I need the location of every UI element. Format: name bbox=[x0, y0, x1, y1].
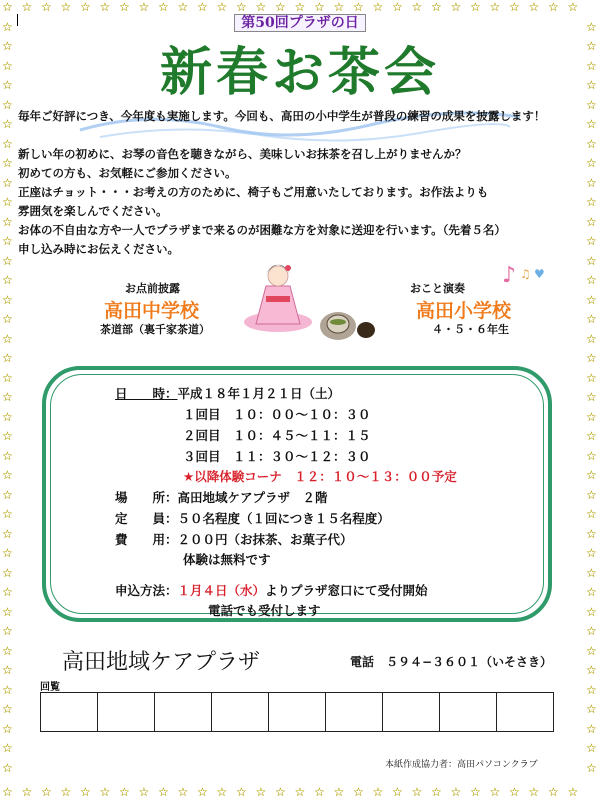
stamp-cell bbox=[269, 693, 326, 732]
date-row bbox=[115, 385, 340, 403]
star-icon bbox=[586, 664, 597, 676]
fee-row: 費 用：２００円（お抹茶、お菓子代） bbox=[115, 532, 353, 547]
circulation-label: 回覧 bbox=[40, 682, 60, 693]
star-icon bbox=[236, 786, 247, 798]
place-row: 場 所：高田地域ケアプラザ ２階 bbox=[115, 490, 328, 505]
stamp-cell bbox=[326, 693, 383, 732]
star-icon bbox=[275, 786, 286, 798]
star-icon bbox=[158, 786, 169, 798]
star-icon bbox=[586, 313, 597, 325]
stamp-cell bbox=[41, 693, 98, 732]
star-icon bbox=[61, 786, 72, 798]
svg-text:♥: ♥ bbox=[534, 267, 545, 281]
intro-line: 初めての方も、お気軽にご参加ください。 bbox=[18, 166, 237, 180]
intro-line: 毎年ご好評につき、今年度も実施します。今回も、高田の小中学生が普段の練習の成果を披露します！ bbox=[18, 109, 546, 123]
intro-line bbox=[18, 126, 588, 145]
star-icon bbox=[2, 528, 13, 540]
star-icon bbox=[586, 411, 597, 423]
star-icon bbox=[470, 786, 481, 798]
session-3: ３回目 １１：３０〜１２：３０ bbox=[183, 449, 371, 464]
stamp-cell bbox=[440, 693, 497, 732]
star-icon bbox=[2, 430, 13, 442]
star-icon bbox=[2, 411, 13, 423]
star-icon bbox=[2, 333, 13, 345]
stamp-cell bbox=[98, 693, 155, 732]
star-icon bbox=[568, 786, 579, 798]
star-icon bbox=[586, 294, 597, 306]
star-icon bbox=[548, 786, 559, 798]
star-icon bbox=[2, 547, 13, 559]
event-number-text: 第50回プラザの日 bbox=[234, 14, 365, 32]
star-icon bbox=[2, 235, 13, 247]
intro-line: お体の不自由な方や一人でプラザまで来るのが困難な方を対象に送迎を行います。（先着５名） bbox=[18, 223, 506, 237]
apply-rest: よりプラザ窓口にて受付開始 bbox=[265, 583, 428, 598]
star-icon bbox=[2, 762, 13, 774]
star-icon bbox=[586, 528, 597, 540]
star-icon bbox=[2, 450, 13, 462]
date-label: 日 時： bbox=[115, 386, 178, 401]
kimono-girl-illustration bbox=[238, 252, 318, 332]
stamp-cell bbox=[212, 693, 269, 732]
stamp-cell bbox=[497, 693, 554, 732]
star-icon bbox=[490, 786, 501, 798]
star-icon bbox=[2, 138, 13, 150]
session-2: ２回目 １０：４５〜１１：１５ bbox=[183, 428, 371, 443]
left-performer-name: 高田中学校 bbox=[104, 300, 200, 322]
star-icon bbox=[2, 196, 13, 208]
star-icon bbox=[2, 118, 13, 130]
star-icon bbox=[586, 762, 597, 774]
star-icon bbox=[353, 786, 364, 798]
event-number bbox=[0, 12, 600, 32]
stamp-cell bbox=[383, 693, 440, 732]
right-performer-label: おこと演奏 bbox=[410, 282, 465, 295]
left-performer-label: お点前披露 bbox=[125, 282, 180, 295]
star-icon bbox=[586, 352, 597, 364]
star-icon bbox=[2, 586, 13, 598]
star-icon bbox=[586, 450, 597, 462]
page-title: 新春お茶会 bbox=[159, 42, 440, 103]
star-icon bbox=[100, 786, 111, 798]
star-icon bbox=[314, 786, 325, 798]
svg-text:♪: ♪ bbox=[502, 263, 517, 288]
star-icon bbox=[586, 391, 597, 403]
star-icon bbox=[2, 489, 13, 501]
apply-row bbox=[115, 582, 428, 600]
star-icon bbox=[334, 786, 345, 798]
stamp-cell bbox=[155, 693, 212, 732]
star-icon bbox=[2, 567, 13, 579]
star-icon bbox=[586, 645, 597, 657]
star-icon bbox=[2, 723, 13, 735]
star-icon bbox=[586, 333, 597, 345]
star-icon bbox=[217, 786, 228, 798]
music-notes-icon bbox=[500, 260, 550, 290]
star-icon bbox=[586, 742, 597, 754]
star-icon bbox=[2, 391, 13, 403]
circulation-stamp-table bbox=[40, 692, 554, 732]
star-icon bbox=[2, 703, 13, 715]
star-icon bbox=[586, 547, 597, 559]
intro-text bbox=[18, 107, 588, 259]
star-icon bbox=[295, 786, 306, 798]
star-icon bbox=[2, 742, 13, 754]
contact-phone: 電話 ５９４−３６０１（いそさき） bbox=[350, 655, 553, 669]
right-performer-name: 高田小学校 bbox=[416, 300, 512, 322]
star-icon bbox=[178, 786, 189, 798]
apply-label: 申込方法： bbox=[115, 583, 178, 598]
credit-line: 本紙作成協力者：高田パソコンクラブ bbox=[385, 760, 538, 770]
star-icon bbox=[451, 786, 462, 798]
star-icon bbox=[586, 586, 597, 598]
star-icon bbox=[2, 352, 13, 364]
star-icon bbox=[119, 786, 130, 798]
star-icon bbox=[2, 625, 13, 637]
star-icon bbox=[80, 786, 91, 798]
star-icon bbox=[392, 786, 403, 798]
star-icon bbox=[2, 255, 13, 267]
star-icon bbox=[2, 372, 13, 384]
star-icon bbox=[2, 177, 13, 189]
star-icon bbox=[586, 508, 597, 520]
organization-name: 高田地域ケアプラザ bbox=[62, 650, 261, 675]
star-icon bbox=[529, 786, 540, 798]
star-icon bbox=[22, 786, 33, 798]
star-icon bbox=[586, 430, 597, 442]
star-icon bbox=[509, 786, 520, 798]
star-icon bbox=[2, 294, 13, 306]
intro-line: 新しい年の初めに、お琴の音色を聴きながら、美味しいお抹茶を召し上がりませんか？ bbox=[18, 147, 467, 161]
tea-bowl-illustration bbox=[318, 304, 380, 344]
trial-corner: ★以降体験コーナ １２：１０〜１３：００予定 bbox=[183, 469, 457, 484]
intro-line: 正座はチョット・・・お考えの方のために、椅子もご用意いたしております。お作法よりも bbox=[18, 185, 489, 199]
star-icon bbox=[586, 372, 597, 384]
intro-line: 申し込み時にお伝えください。 bbox=[18, 242, 179, 256]
star-icon bbox=[412, 786, 423, 798]
intro-line: 雰囲気を楽しんでください。 bbox=[18, 204, 168, 218]
capacity-row: 定 員：５０名程度（１回につき１５名程度） bbox=[115, 511, 390, 526]
star-icon bbox=[2, 606, 13, 618]
fee-note: 体験は無料です bbox=[183, 552, 271, 567]
star-icon bbox=[586, 606, 597, 618]
star-icon bbox=[2, 508, 13, 520]
star-icon bbox=[256, 786, 267, 798]
star-icon bbox=[431, 786, 442, 798]
star-icon bbox=[586, 625, 597, 637]
star-icon bbox=[2, 313, 13, 325]
star-icon bbox=[586, 489, 597, 501]
session-1: １回目 １０：００〜１０：３０ bbox=[183, 407, 371, 422]
apply-date: １月４日（水） bbox=[177, 583, 266, 598]
star-icon bbox=[586, 684, 597, 696]
star-icon bbox=[586, 703, 597, 715]
left-performer-sub: 茶道部（裏千家茶道） bbox=[100, 323, 210, 336]
star-icon bbox=[2, 786, 13, 798]
star-icon bbox=[139, 786, 150, 798]
right-performer-sub: ４・５・６年生 bbox=[432, 323, 509, 336]
star-icon bbox=[2, 684, 13, 696]
star-icon bbox=[41, 786, 52, 798]
star-icon bbox=[197, 786, 208, 798]
star-icon bbox=[586, 274, 597, 286]
star-icon bbox=[373, 786, 384, 798]
star-icon bbox=[2, 645, 13, 657]
star-icon bbox=[586, 469, 597, 481]
svg-text:♫: ♫ bbox=[520, 267, 531, 281]
star-icon bbox=[2, 274, 13, 286]
apply-phone: 電話でも受付します bbox=[208, 603, 321, 618]
date-value: 平成１８年１月２１日（土） bbox=[177, 386, 341, 401]
star-icon bbox=[2, 157, 13, 169]
star-icon bbox=[2, 664, 13, 676]
star-icon bbox=[586, 567, 597, 579]
star-icon bbox=[586, 723, 597, 735]
star-icon bbox=[2, 469, 13, 481]
star-icon bbox=[2, 216, 13, 228]
